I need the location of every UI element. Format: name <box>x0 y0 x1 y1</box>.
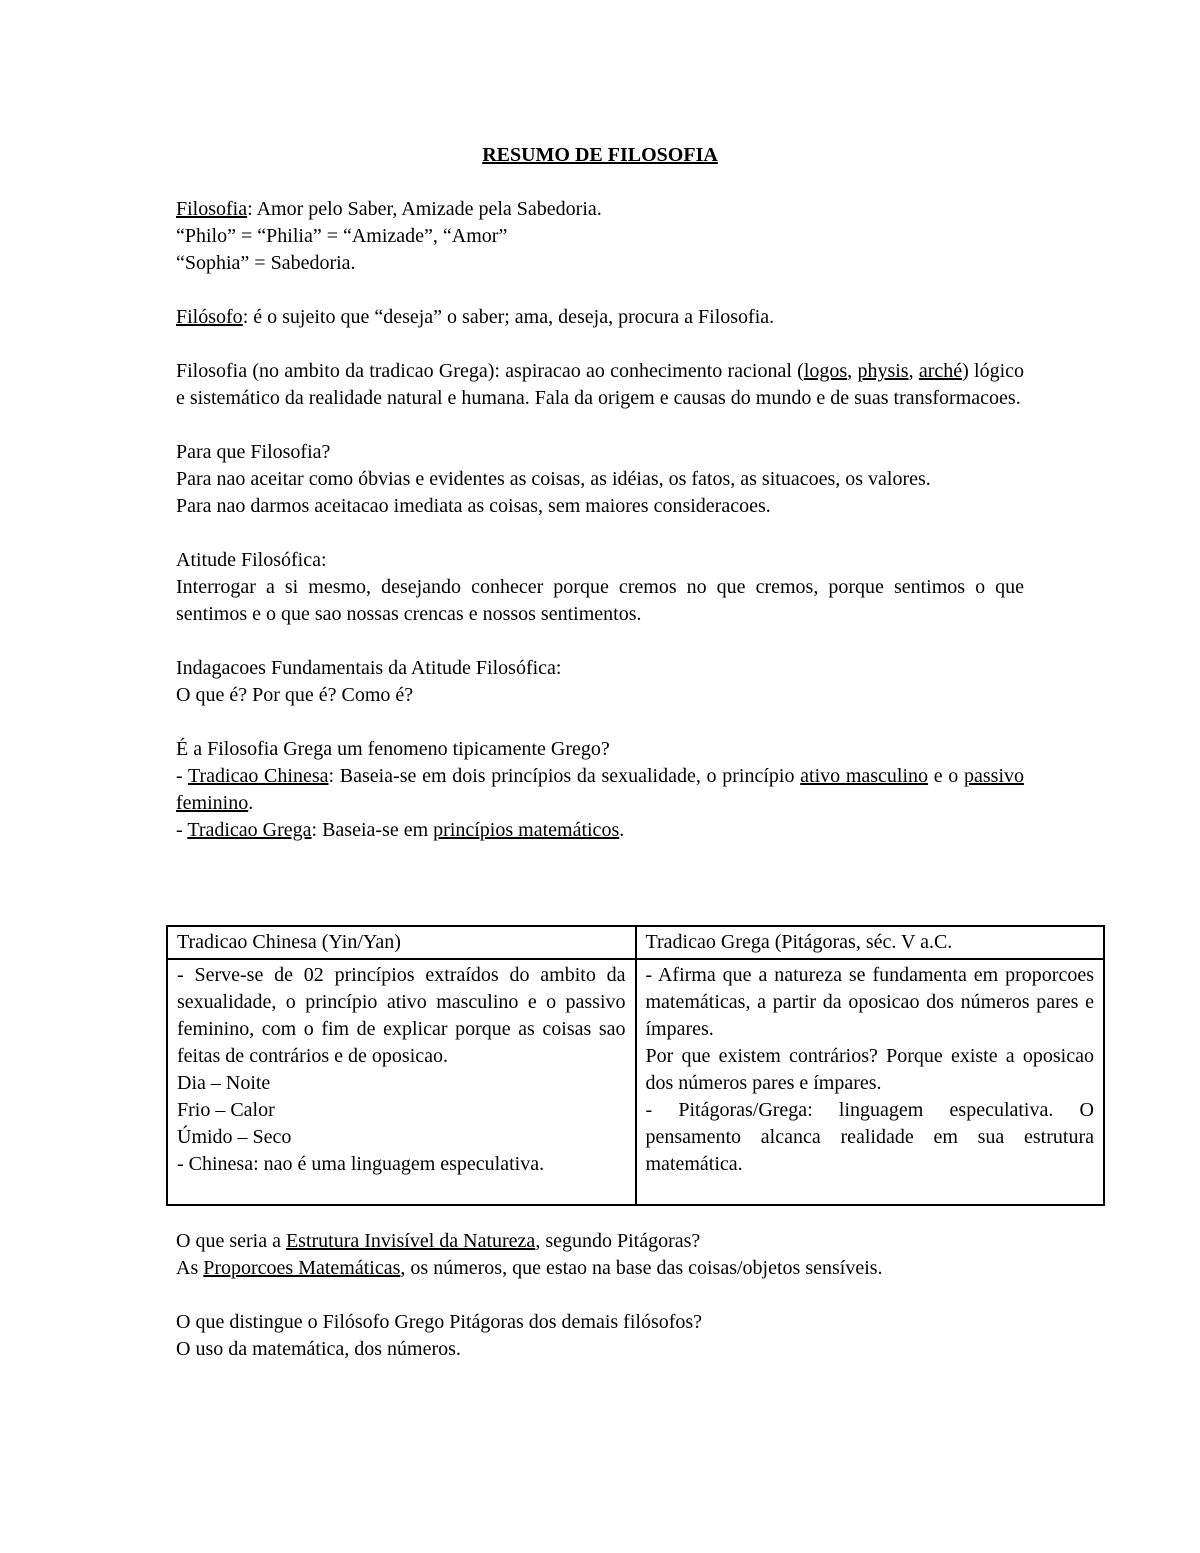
table-header-chinesa: Tradicao Chinesa (Yin/Yan) <box>167 926 636 959</box>
term-ativo-masculino: ativo masculino <box>800 765 929 787</box>
indagacoes-questions: O que é? Por que é? Como é? <box>176 684 414 706</box>
distingue-question: O que distingue o Filósofo Grego Pitágoras dos demais filósofos? <box>176 1311 703 1333</box>
indagacoes-heading: Indagacoes Fundamentais da Atitude Filosófica: <box>176 657 562 679</box>
intro-line3: “Sophia” = Sabedoria. <box>176 252 356 274</box>
distingue-answer: O uso da matemática, dos números. <box>176 1338 461 1360</box>
term-proporcoes-matematicas: Proporcoes Matemáticas <box>203 1257 401 1279</box>
estrutura-q-post: , segundo Pitágoras? <box>535 1230 701 1252</box>
tradicao-grega-paragraph <box>176 358 1024 412</box>
pair-umido-seco: Úmido – Seco <box>177 1126 292 1148</box>
grega-description-2: Por que existem contrários? Porque existe a oposicao dos números pares e ímpares. <box>645 1045 1094 1094</box>
chinesa-conj: e o <box>928 765 964 787</box>
grega-description-1: - Afirma que a natureza se fundamenta em proporcoes matemáticas, a partir da oposicao dos números pares e ímpares. <box>645 964 1094 1040</box>
chinesa-conclusion: - Chinesa: nao é uma linguagem especulativa. <box>177 1153 545 1175</box>
closing-section <box>176 1228 1056 1363</box>
para-que-question: Para que Filosofia? <box>176 441 331 463</box>
term-physis: physis <box>857 360 909 382</box>
atitude-text: Interrogar a si mesmo, desejando conhecer porque cremos no que cremos, porque sentimos o que sentimos e o que sao nossas crencas e nossos sentimentos. <box>176 576 1024 625</box>
grega-end: . <box>619 819 625 841</box>
estrutura-a-post: , os números, que estao na base das coisas/objetos sensíveis. <box>400 1257 883 1279</box>
para-que-answer-2: Para nao darmos aceitacao imediata as coisas, sem maiores consideracoes. <box>176 495 771 517</box>
table-cell-grega <box>636 959 1105 1205</box>
intro-definition-text: : Amor pelo Saber, Amizade pela Sabedoria. <box>247 198 602 220</box>
tradicao-sep-2: , <box>908 360 919 382</box>
chinesa-description: - Serve-se de 02 princípios extraídos do ambito da sexualidade, o princípio ativo masculino e o passivo feminino, com o fim de explicar porque as coisas sao feitas de contrários e de oposicao. <box>177 964 626 1067</box>
intro-definition <box>176 196 1024 223</box>
para-que-answer-1: Para nao aceitar como óbvias e evidentes as coisas, as idéias, os fatos, as situacoes, os valores. <box>176 468 931 490</box>
fenomeno-question: É a Filosofia Grega um fenomeno tipicamente Grego? <box>176 738 610 760</box>
term-tradicao-chinesa: Tradicao Chinesa <box>188 765 329 787</box>
chinesa-end: . <box>248 792 254 814</box>
tradicao-grega-line <box>176 817 1024 844</box>
table-header-row <box>167 926 1104 959</box>
term-arche: arché <box>918 360 963 382</box>
estrutura-question <box>176 1228 1056 1255</box>
document-title: RESUMO DE FILOSOFIA <box>482 144 718 166</box>
intro-line2: “Philo” = “Philia” = “Amizade”, “Amor” <box>176 225 508 247</box>
filosofo-definition-text: : é o sujeito que “deseja” o saber; ama, deseja, procura a Filosofia. <box>242 306 775 328</box>
term-filosofo: Filósofo <box>176 306 243 328</box>
estrutura-q-pre: O que seria a <box>176 1230 286 1252</box>
atitude-heading: Atitude Filosófica: <box>176 549 327 571</box>
filosofo-definition <box>176 304 1024 331</box>
chinesa-dash: - <box>176 765 188 787</box>
pair-dia-noite: Dia – Noite <box>177 1072 271 1094</box>
tradicao-text-1: Filosofia (no ambito da tradicao Grega): aspiracao ao conhecimento racional ( <box>176 360 804 382</box>
term-estrutura-invisivel: Estrutura Invisível da Natureza <box>285 1230 536 1252</box>
grega-text: : Baseia-se em <box>311 819 434 841</box>
comparison-table <box>166 925 1105 1206</box>
term-principios-matematicos: princípios matemáticos <box>433 819 620 841</box>
term-logos: logos <box>803 360 848 382</box>
pair-frio-calor: Frio – Calor <box>177 1099 275 1121</box>
term-passivo-feminino: passivo feminino <box>176 765 1024 814</box>
table-header-grega: Tradicao Grega (Pitágoras, séc. V a.C. <box>636 926 1105 959</box>
estrutura-answer <box>176 1255 1056 1282</box>
tradicao-sep-1: , <box>847 360 858 382</box>
grega-dash: - <box>176 819 188 841</box>
grega-description-3: - Pitágoras/Grega: linguagem especulativa. O pensamento alcanca realidade em sua estrutura matemática. <box>645 1099 1094 1175</box>
tradicao-chinesa-line <box>176 763 1024 817</box>
table-body-row <box>167 959 1104 1205</box>
table-cell-chinesa <box>167 959 636 1205</box>
term-filosofia: Filosofia <box>176 198 248 220</box>
estrutura-a-pre: As <box>176 1257 204 1279</box>
chinesa-text: : Baseia-se em dois princípios da sexualidade, o princípio <box>328 765 801 787</box>
tradicao-text-2: ) lógico e sistemático da realidade natural e humana. Fala da origem e causas do mundo e de suas transformacoes. <box>176 360 1025 409</box>
document-body <box>176 142 1024 844</box>
term-tradicao-grega: Tradicao Grega <box>187 819 312 841</box>
